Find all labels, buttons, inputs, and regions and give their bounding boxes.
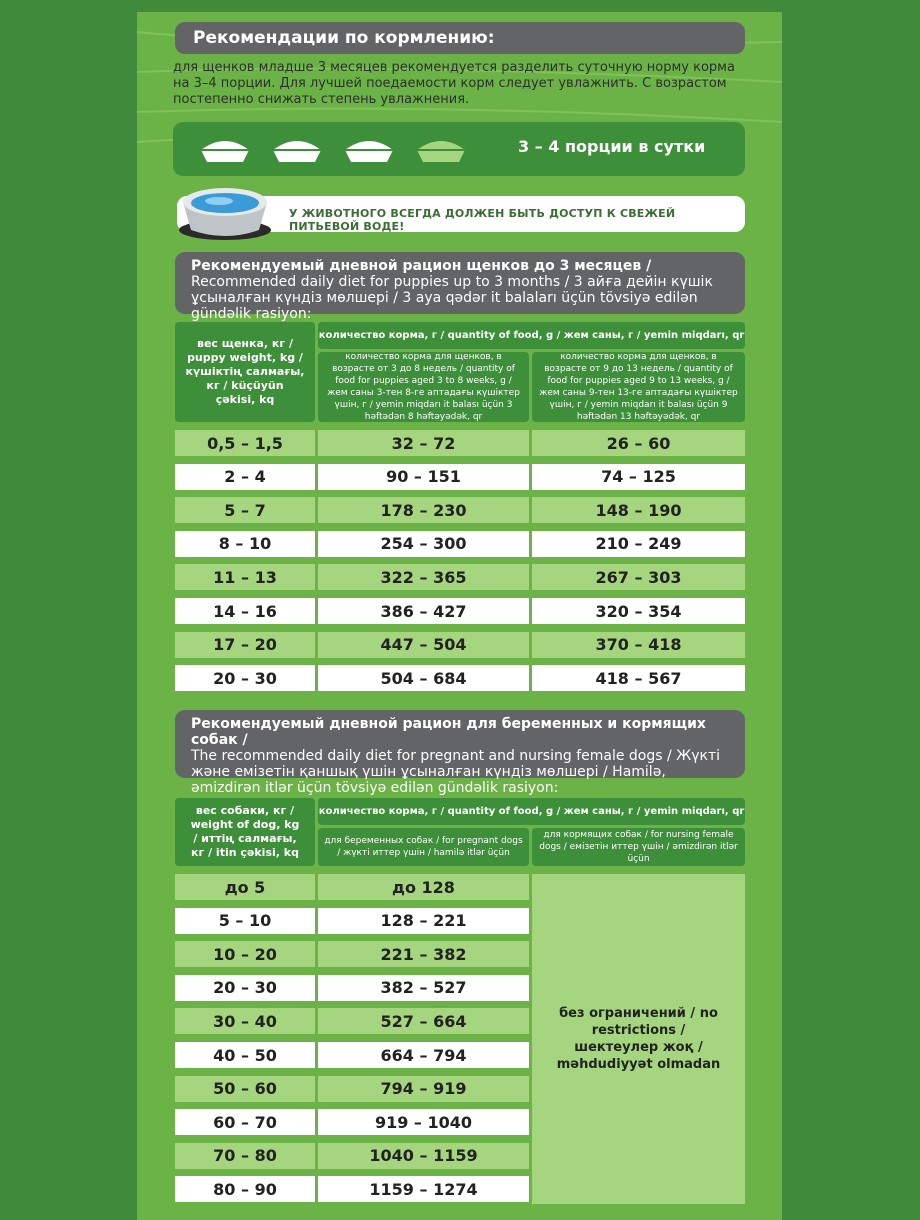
table2-row-weight: 50 – 60 bbox=[175, 1076, 315, 1102]
table2-sub2: для кормящих собак / for nursing female dogs / емізетін иттер үшін / əmizdirən itlər üçün bbox=[532, 828, 745, 866]
table2-row-weight: до 5 bbox=[175, 874, 315, 900]
table2-row-amount-pregnant: 664 – 794 bbox=[318, 1042, 529, 1068]
table2-no-limit: без ограничений / no restrictions / шектеулер жоқ / məhdudiyyət olmadan bbox=[532, 874, 745, 1204]
table2-title-rest: The recommended daily diet for pregnant and nursing female dogs / Жүкті және емізетін қаншық үшін ұсыналған күндіз мөлшері / Hamilə, əmizdirən itlər üçün tövsiyə edilən gündəlik rasiyon: bbox=[191, 748, 721, 796]
table2-row-weight: 40 – 50 bbox=[175, 1042, 315, 1068]
table1-row-amount-late: 320 – 354 bbox=[532, 598, 745, 624]
table2-row-amount-pregnant: 527 – 664 bbox=[318, 1008, 529, 1034]
table2-row-amount-pregnant: 1159 – 1274 bbox=[318, 1176, 529, 1202]
table2-row-amount-pregnant: 128 – 221 bbox=[318, 908, 529, 934]
table1-row-weight: 11 – 13 bbox=[175, 564, 315, 590]
table1-row-amount-early: 447 – 504 bbox=[318, 632, 529, 658]
table2-title-bold: Рекомендуемый дневной рацион для беременных и кормящих собак / bbox=[191, 716, 706, 748]
table1-row-weight: 0,5 – 1,5 bbox=[175, 430, 315, 456]
table1-sub1: количество корма для щенков, в возрасте от 3 до 8 недель / quantity of food for puppies aged 3 to 8 weeks, g / жем саны 3-тен 8-ге аптадағы күшіктер үшін, г / yemin miqdarı it balası üçün 3 həftədən 8 həftəyədək, qr bbox=[318, 352, 529, 422]
table1-row-amount-late: 210 – 249 bbox=[532, 531, 745, 557]
table1-row-amount-late: 418 – 567 bbox=[532, 665, 745, 691]
table1-row-amount-early: 504 – 684 bbox=[318, 665, 529, 691]
table1-row-amount-early: 178 – 230 bbox=[318, 497, 529, 523]
table1-row-weight: 17 – 20 bbox=[175, 632, 315, 658]
table2-row-amount-pregnant: 221 – 382 bbox=[318, 941, 529, 967]
table1-row-amount-early: 254 – 300 bbox=[318, 531, 529, 557]
table1-row-amount-early: 322 – 365 bbox=[318, 564, 529, 590]
water-bowl-icon bbox=[177, 180, 273, 242]
table1-col-amount: количество корма, г / quantity of food, g / жем саны, г / yemin miqdarı, qr bbox=[318, 322, 745, 349]
portions-label: 3 – 4 порции в сутки bbox=[518, 137, 706, 156]
table1-title-bold: Рекомендуемый дневной рацион щенков до 3 месяцев / bbox=[191, 258, 652, 274]
table1-row-amount-early: 386 – 427 bbox=[318, 598, 529, 624]
table2-row-weight: 20 – 30 bbox=[175, 975, 315, 1001]
table1-row-weight: 20 – 30 bbox=[175, 665, 315, 691]
bowl-icon-3 bbox=[341, 134, 397, 164]
table1-row-weight: 8 – 10 bbox=[175, 531, 315, 557]
bowl-icon-2 bbox=[269, 134, 325, 164]
table1-row-amount-late: 74 – 125 bbox=[532, 464, 745, 490]
table2-row-weight: 10 – 20 bbox=[175, 941, 315, 967]
table2-row-amount-pregnant: 1040 – 1159 bbox=[318, 1143, 529, 1169]
table2-col-weight: вес собаки, кг / weight of dog, kg / иттің салмағы, кг / itin çəkisi, kq bbox=[175, 798, 315, 866]
table2-row-amount-pregnant: до 128 bbox=[318, 874, 529, 900]
table1-row-amount-late: 267 – 303 bbox=[532, 564, 745, 590]
table1-row-amount-early: 32 – 72 bbox=[318, 430, 529, 456]
water-text: У ЖИВОТНОГО ВСЕГДА ДОЛЖЕН БЫТЬ ДОСТУП К СВЕЖЕЙ ПИТЬЕВОЙ ВОДЕ! bbox=[289, 207, 676, 233]
table1-row-amount-early: 90 – 151 bbox=[318, 464, 529, 490]
table2-row-amount-pregnant: 919 – 1040 bbox=[318, 1109, 529, 1135]
table1-title-rest: Recommended daily diet for puppies up to 3 months / 3 айға дейін күшік ұсыналған күндіз мөлшері / 3 aya qədər it balaları üçün tövsiyə edilən gündəlik rasiyon: bbox=[191, 274, 713, 322]
table2-row-weight: 80 – 90 bbox=[175, 1176, 315, 1202]
table1-row-amount-late: 26 – 60 bbox=[532, 430, 745, 456]
table1-row-weight: 14 – 16 bbox=[175, 598, 315, 624]
table2-row-weight: 30 – 40 bbox=[175, 1008, 315, 1034]
table1-sub2: количество корма для щенков, в возрасте от 9 до 13 недель / quantity of food for puppies aged 9 to 13 weeks, g / жем саны 9-тен 13-ге аптадағы күшіктер үшін, г / yemin miqdarı it balası üçün 9 həftədən 13 həftəyədək, qr bbox=[532, 352, 745, 422]
table2-row-weight: 5 – 10 bbox=[175, 908, 315, 934]
table2-col-amount: количество корма, г / quantity of food, g / жем саны, г / yemin miqdarı, qr bbox=[318, 798, 745, 825]
table1-row-weight: 5 – 7 bbox=[175, 497, 315, 523]
table1-col-weight: вес щенка, кг / puppy weight, kg / күшіктің салмағы, кг / küçüyün çəkisi, kq bbox=[175, 322, 315, 422]
table1-row-amount-late: 370 – 418 bbox=[532, 632, 745, 658]
bowl-icon-1 bbox=[197, 134, 253, 164]
table2-title bbox=[175, 710, 745, 796]
feeding-panel bbox=[137, 12, 782, 1220]
bowl-icon-4 bbox=[413, 134, 469, 164]
table2-sub1: для беременных собак / for pregnant dogs / жүкті иттер үшін / hamilə itlər üçün bbox=[318, 828, 529, 866]
table2-row-amount-pregnant: 794 – 919 bbox=[318, 1076, 529, 1102]
table2-row-weight: 60 – 70 bbox=[175, 1109, 315, 1135]
feeding-intro: для щенков младше 3 месяцев рекомендуется разделить суточную норму корма на 3–4 порции. Для лучшей поедаемости корм следует увлажнить. С возрастом постепенно снижать степень увлажнения. bbox=[173, 60, 735, 107]
feeding-title: Рекомендации по кормлению: bbox=[175, 22, 745, 54]
table1-row-weight: 2 – 4 bbox=[175, 464, 315, 490]
table2-row-weight: 70 – 80 bbox=[175, 1143, 315, 1169]
portions-banner bbox=[173, 122, 745, 176]
table1-row-amount-late: 148 – 190 bbox=[532, 497, 745, 523]
table1-title bbox=[175, 252, 745, 322]
table2-row-amount-pregnant: 382 – 527 bbox=[318, 975, 529, 1001]
